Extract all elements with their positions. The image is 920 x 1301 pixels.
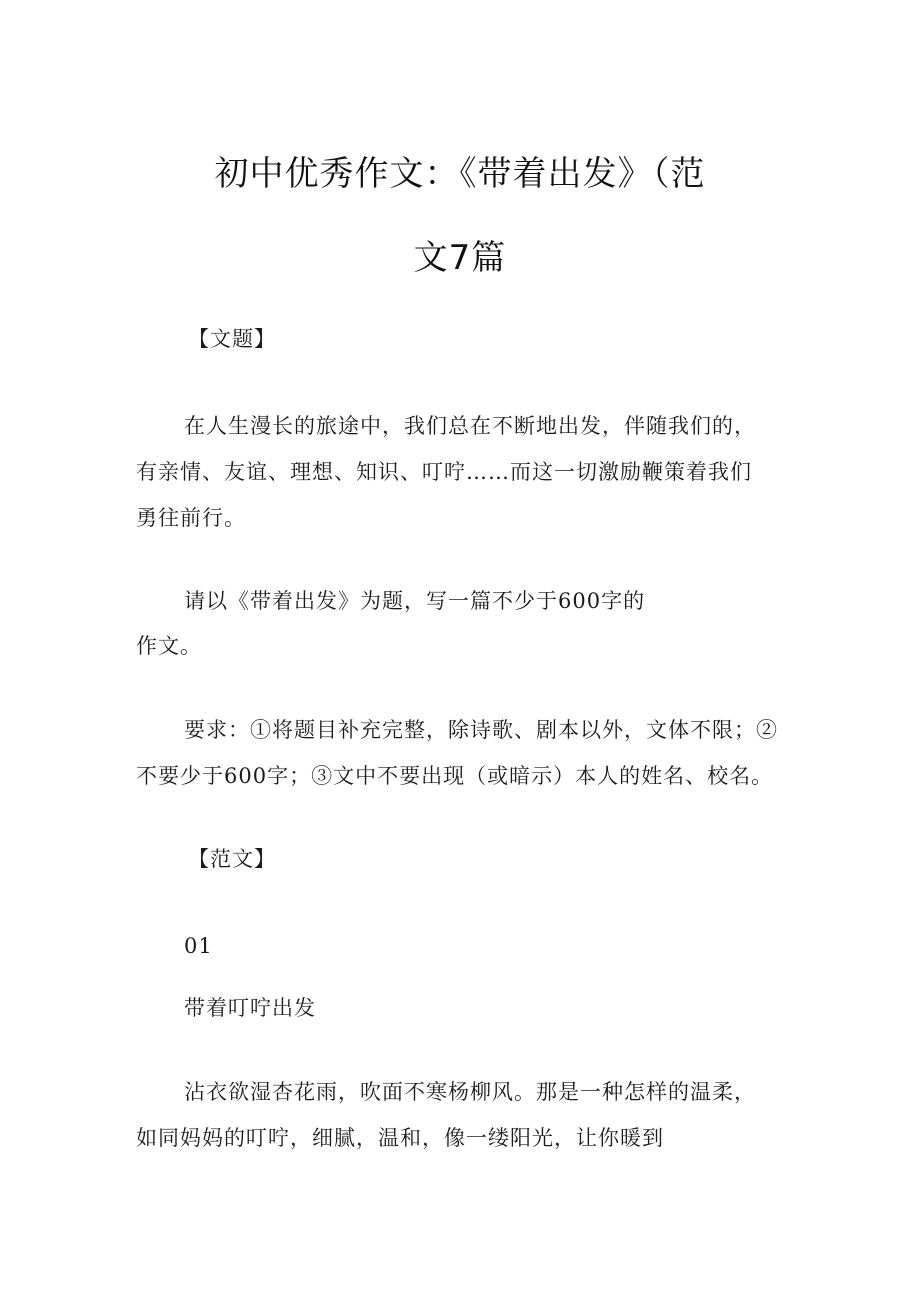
topic-paragraph-1-line-2: 有亲情、友谊、理想、知识、叮咛……而这一切激励鞭策着我们 [136,460,752,484]
essay-number: 01 [184,934,213,958]
topic-requirements-line-2: 不要少于600字；③文中不要出现（或暗示）本人的姓名、校名。 [136,764,774,788]
topic-paragraph-2-line-2: 作文。 [136,634,202,658]
document-title-line-1: 初中优秀作文：《带着出发》（范 [214,154,706,194]
essay-paragraph-1-line-2: 如同妈妈的叮咛，细腻，温和，像一缕阳光，让你暖到 [136,1126,664,1150]
essay-paragraph-1-line-1: 沾衣欲湿杏花雨，吹面不寒杨柳风。那是一种怎样的温柔， [184,1080,756,1104]
essay-title: 带着叮咛出发 [184,996,316,1020]
sample-section-header: 【范文】 [188,847,276,871]
document-title-line-2: 文7篇 [413,238,507,278]
topic-section-header: 【文题】 [188,327,276,351]
topic-requirements-line-1: 要求：①将题目补充完整，除诗歌、剧本以外，文体不限；② [184,718,778,742]
topic-paragraph-1-line-1: 在人生漫长的旅途中，我们总在不断地出发，伴随我们的， [184,414,756,438]
topic-paragraph-2-line-1: 请以《带着出发》为题，写一篇不少于600字的 [184,589,646,613]
topic-paragraph-1-line-3: 勇往前行。 [136,506,246,530]
